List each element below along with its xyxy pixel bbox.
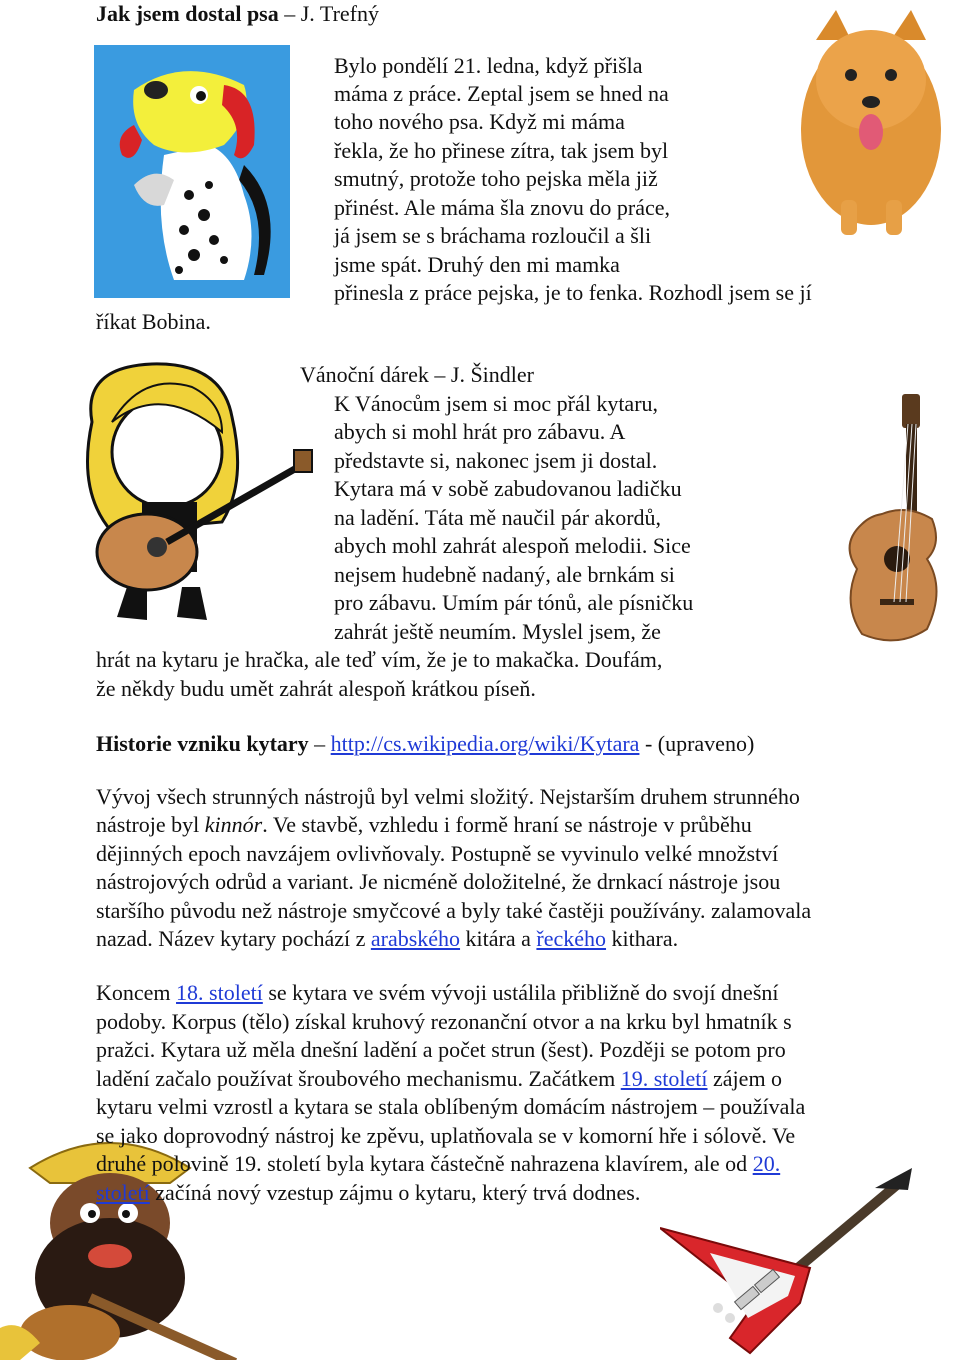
section2-tail-line: hrát na kytaru je hračka, ale teď vím, že je to makačka. Doufám, bbox=[96, 647, 663, 672]
p1-text: . Ve stavbě, vzhledu i formě hraní se nástroje v průběhu bbox=[262, 812, 752, 837]
section1-last-line: říkat Bobina. bbox=[96, 309, 211, 334]
arabic-link[interactable]: arabského bbox=[370, 926, 461, 951]
p1-line: staršího původu než nástroje smyčcové a byly také častěji používány. zalamovala bbox=[96, 898, 812, 923]
century-20-link[interactable]: 20. bbox=[752, 1151, 781, 1176]
electric-guitar-icon bbox=[660, 1168, 915, 1358]
p2-line bbox=[96, 1065, 782, 1093]
section1-line: přinést. Ale máma šla znovu do práce, bbox=[334, 195, 671, 220]
section1-line: já jsem se s bráchama rozloučil a šli bbox=[334, 223, 652, 248]
p2-text: začíná nový vzestup zájmu o kytaru, který trvá dodnes. bbox=[149, 1180, 641, 1205]
p2-text: zájem o bbox=[707, 1066, 783, 1091]
p2-line: kytaru velmi vzrostl a kytara se stala oblíbeným domácím nástrojem – používala bbox=[96, 1094, 806, 1119]
section2-line: představte si, nakonec jsem ji dostal. bbox=[334, 448, 658, 473]
section1-line: řekla, že ho přinese zítra, tak jsem byl bbox=[334, 138, 669, 163]
p2-line: podoby. Korpus (tělo) získal kruhový rezonanční otvor a na krku byl hmatník s bbox=[96, 1009, 792, 1034]
p2-line bbox=[96, 1150, 780, 1178]
p2-text: ladění začalo používat šroubového mechanismu. Začátkem bbox=[96, 1066, 621, 1091]
p2-line bbox=[96, 1179, 640, 1207]
section2-line: K Vánocům jsem si moc přál kytaru, bbox=[334, 391, 659, 416]
p2-text: druhé polovině 19. století byla kytara částečně nahrazena klavírem, ale od bbox=[96, 1151, 753, 1176]
section1-line: máma z práce. Zeptal jsem se hned na bbox=[334, 81, 669, 106]
section2-line: na ladění. Táta mě naučil pár akordů, bbox=[334, 505, 662, 530]
wikipedia-link[interactable]: http://cs.wikipedia.org/wiki/Kytara bbox=[330, 731, 640, 756]
p1-line: dějinných epoch navzájem ovlivňovaly. Postupně se vyvinulo velké množství bbox=[96, 841, 779, 866]
kinnor-term: kinnór bbox=[204, 812, 263, 837]
section2-title: Vánoční dárek – J. Šindler bbox=[300, 362, 534, 387]
section2-tail-line: že někdy budu umět zahrát alespoň krátkou píseň. bbox=[96, 676, 536, 701]
p1-line bbox=[96, 925, 678, 953]
section1-line: jsme spát. Druhý den mi mamka bbox=[334, 252, 620, 277]
p2-line bbox=[96, 979, 779, 1007]
section2-line: nejsem hudebně nadaný, ale brnkám si bbox=[334, 562, 675, 587]
section1-line: Bylo pondělí 21. ledna, když přišla bbox=[334, 53, 643, 78]
section1-title-bold: Jak jsem dostal psa bbox=[96, 1, 279, 26]
p1-text: kitára a bbox=[460, 926, 537, 951]
section3-heading-dash: – bbox=[308, 731, 331, 756]
section3-heading bbox=[96, 730, 754, 758]
section3-heading-bold: Historie vzniku kytary bbox=[96, 731, 309, 756]
section2-line: abych si mohl hrát pro zábavu. A bbox=[334, 419, 626, 444]
section1-line: přinesla z práce pejska, je to fenka. Rozhodl jsem se jí bbox=[334, 280, 812, 305]
p2-text: Koncem bbox=[96, 980, 177, 1005]
p1-line: Vývoj všech strunných nástrojů byl velmi složitý. Nejstarším druhem strunného bbox=[96, 784, 800, 809]
p1-line bbox=[96, 811, 752, 839]
section3-heading-rest: - (upraveno) bbox=[639, 731, 755, 756]
century-18-link[interactable]: 18. století bbox=[176, 980, 263, 1005]
p2-line: se jako doprovodný nástroj ke zpěvu, uplatňovala se v komorní hře i sólově. Ve bbox=[96, 1123, 796, 1148]
acoustic-guitar-icon bbox=[842, 394, 946, 646]
p1-line: nástrojových odrůd a variant. Je nicméně doložitelné, že drnkací nástroje jsou bbox=[96, 869, 781, 894]
section2-line: Kytara má v sobě zabudovanou ladičku bbox=[334, 476, 682, 501]
section1-line: toho nového psa. Když mi máma bbox=[334, 109, 625, 134]
p2-text: se kytara ve svém vývoji ustálila přibližně do svojí dnešní bbox=[262, 980, 779, 1005]
p1-text: kithara. bbox=[606, 926, 679, 951]
greek-link[interactable]: řeckého bbox=[536, 926, 607, 951]
century-19-link[interactable]: 19. století bbox=[620, 1066, 708, 1091]
p2-line: pražci. Kytara už měla dnešní ladění a počet strun (šest). Později se potom pro bbox=[96, 1037, 786, 1062]
section2-line: abych mohl zahrát alespoň melodii. Sice bbox=[334, 533, 691, 558]
p1-text: nástroje byl bbox=[96, 812, 205, 837]
section2-line: zahrát ještě neumím. Myslel jsem, že bbox=[334, 619, 661, 644]
century-20-link-cont[interactable]: století bbox=[96, 1180, 150, 1205]
section1-title-author: – J. Trefný bbox=[278, 1, 379, 26]
section2-line: pro zábavu. Umím pár tónů, ale písničku bbox=[334, 590, 694, 615]
p1-text: nazad. Název kytary pochází z bbox=[96, 926, 371, 951]
cartoon-dog-icon bbox=[94, 45, 290, 298]
section1-line: smutný, protože toho pejska měla již bbox=[334, 166, 658, 191]
guitar-kid-icon bbox=[72, 362, 314, 627]
pomeranian-photo-icon bbox=[796, 10, 946, 240]
section1-title bbox=[96, 0, 379, 28]
